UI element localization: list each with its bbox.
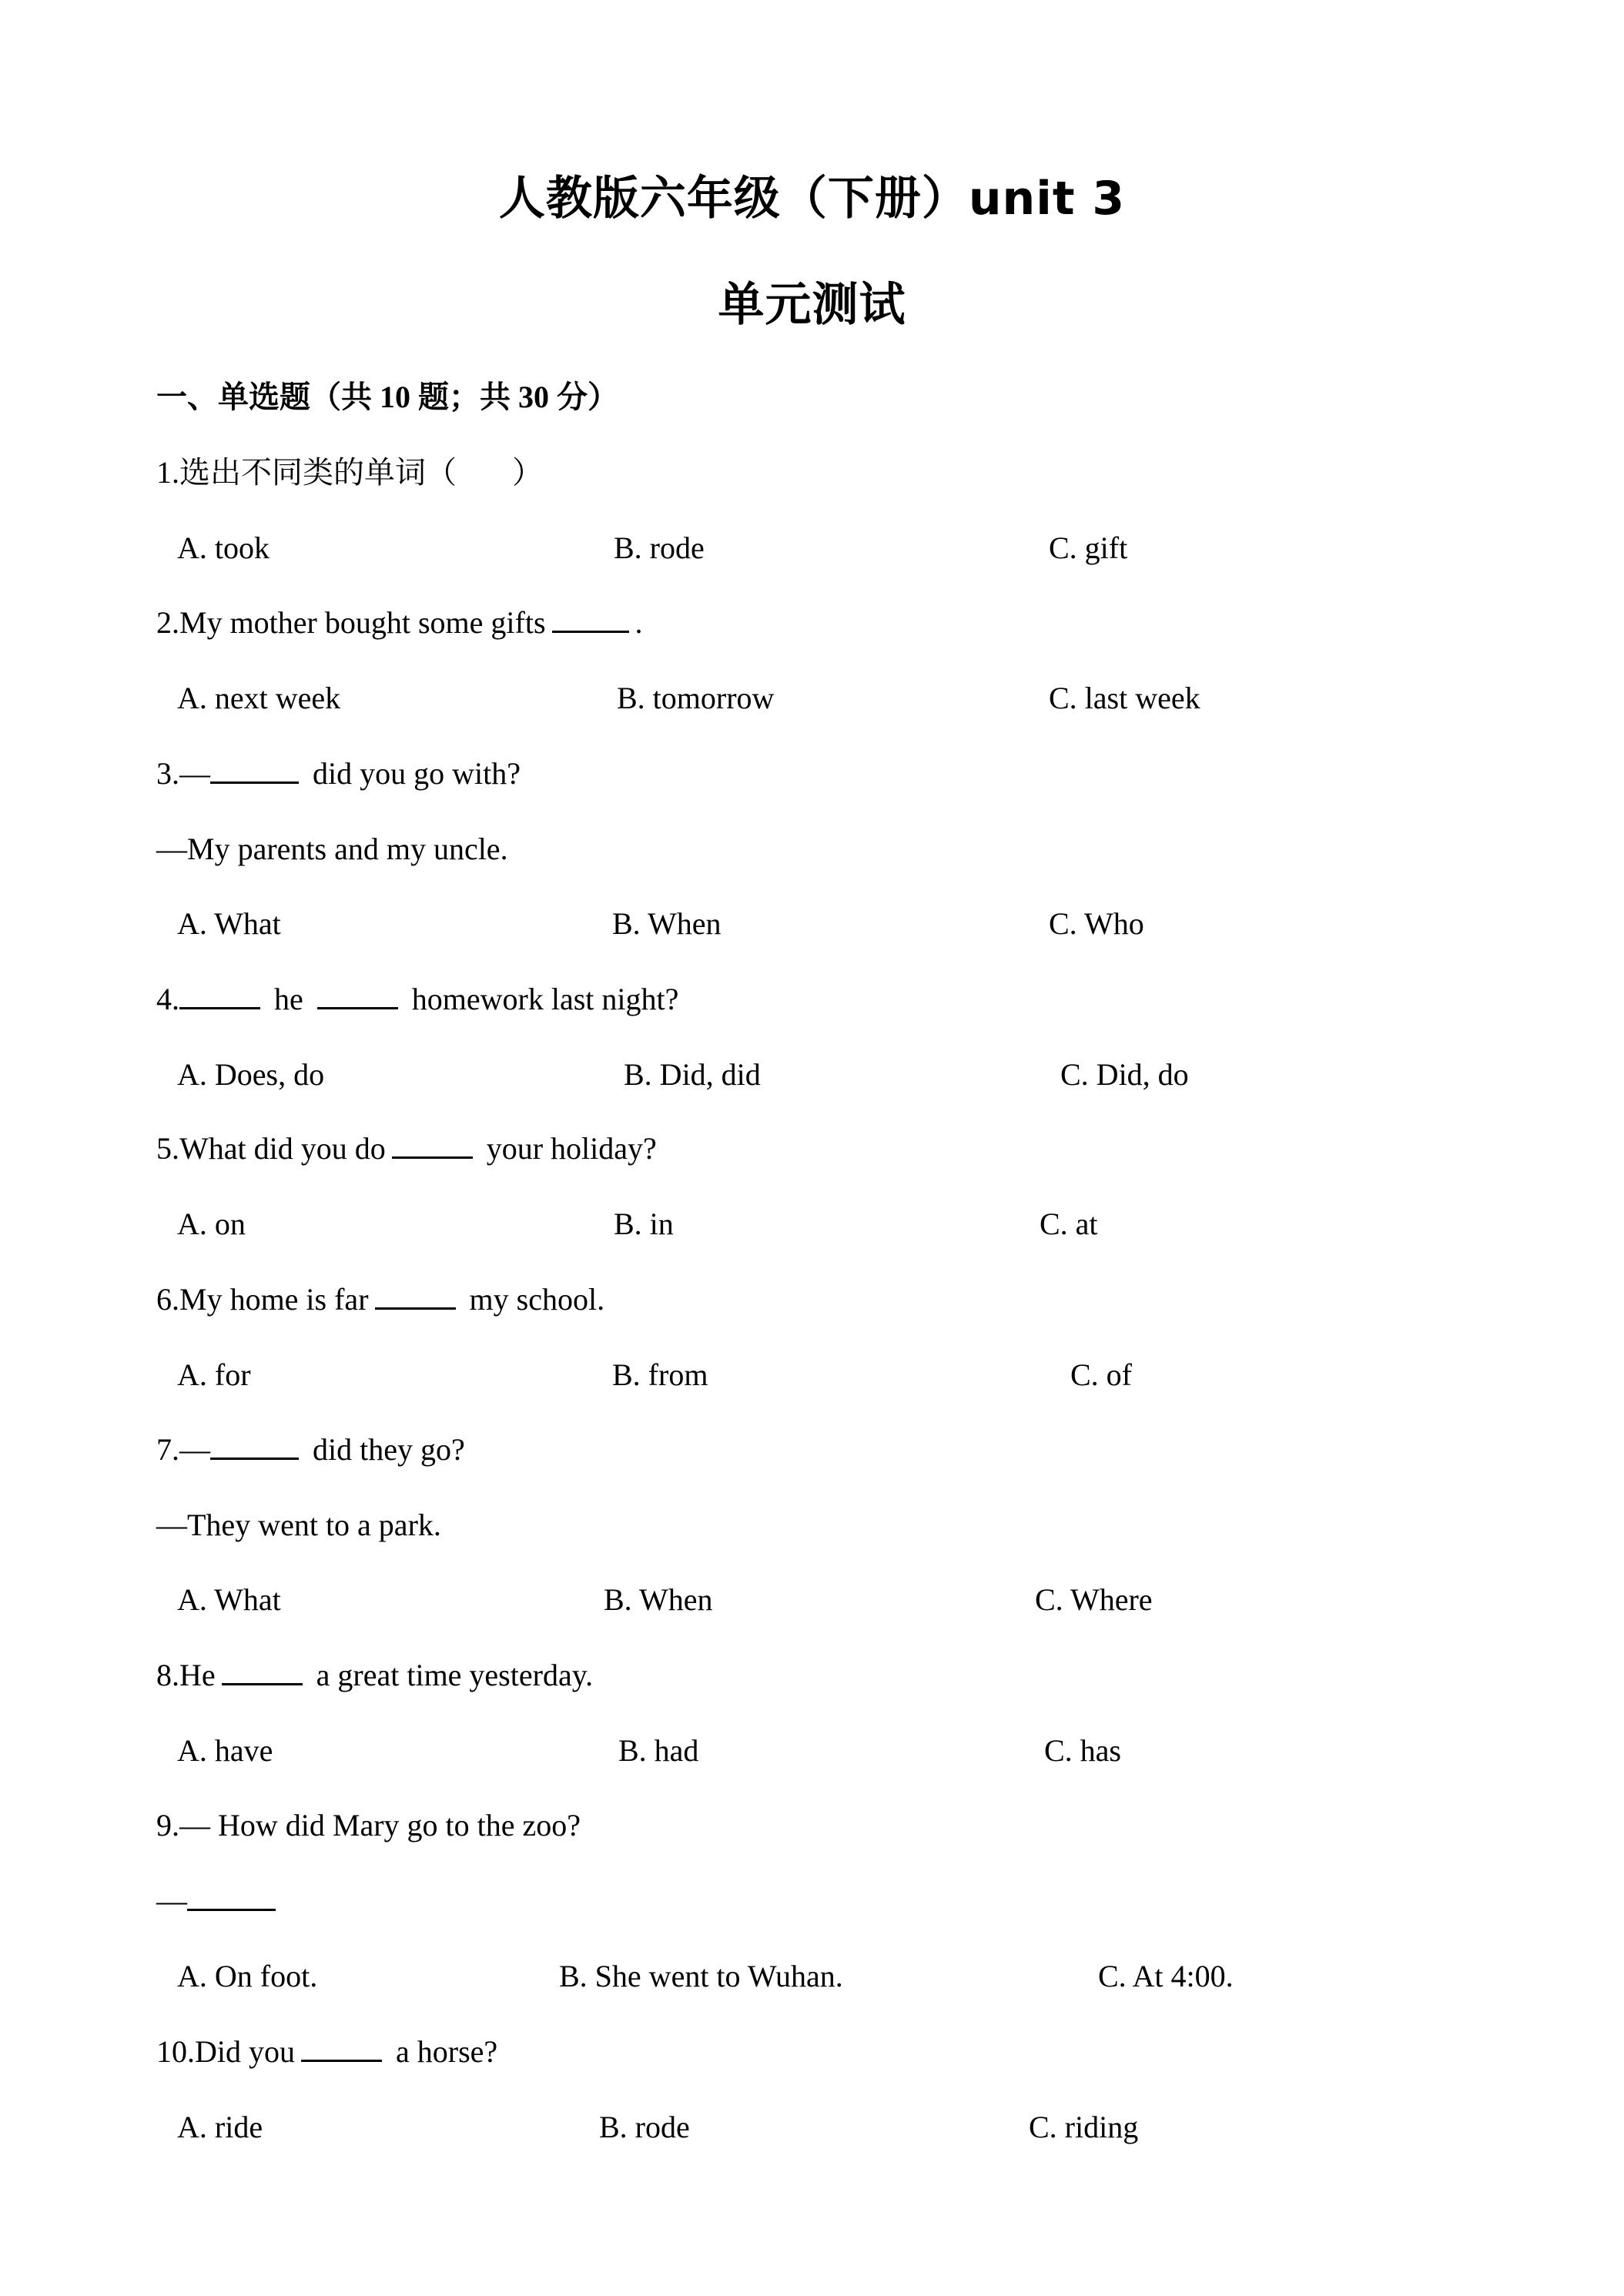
answer-blank xyxy=(317,981,398,1009)
question-text: 6.My home is far xyxy=(156,1282,369,1317)
section-heading: 一、单选题（共 10 题；共 30 分） xyxy=(156,380,618,414)
question-text-end: ） xyxy=(512,455,543,490)
question-text: 2.My mother bought some gifts xyxy=(156,605,546,640)
page-subtitle: 单元测试 xyxy=(718,278,906,332)
option-a[interactable]: A. What xyxy=(177,1582,281,1617)
question-text-middle: he xyxy=(266,982,311,1016)
answer-blank xyxy=(392,1130,473,1159)
question-text: 4. xyxy=(156,982,179,1016)
answer-blank xyxy=(210,755,299,784)
page-title: 人教版六年级（下册）unit 3 xyxy=(498,172,1126,226)
option-c[interactable]: C. At 4:00. xyxy=(1098,1959,1234,1993)
question-9: 9.— How did Mary go to the zoo? xyxy=(156,1808,581,1842)
option-b[interactable]: B. rode xyxy=(599,2110,690,2144)
option-c[interactable]: C. Where xyxy=(1035,1582,1153,1617)
option-c[interactable]: C. riding xyxy=(1029,2110,1139,2144)
option-a[interactable]: A. On foot. xyxy=(177,1959,318,1993)
option-b[interactable]: B. in xyxy=(614,1207,674,1241)
option-c[interactable]: C. Did, do xyxy=(1060,1057,1189,1092)
option-a[interactable]: A. What xyxy=(177,906,281,941)
option-b[interactable]: B. She went to Wuhan. xyxy=(559,1959,843,1993)
answer-blank xyxy=(301,2033,382,2062)
question-9-answer-line xyxy=(156,1879,282,1923)
option-b[interactable]: B. tomorrow xyxy=(617,681,775,715)
option-b[interactable]: B. When xyxy=(604,1582,713,1617)
question-3 xyxy=(156,752,521,795)
question-6 xyxy=(156,1278,604,1321)
question-text: 8.He xyxy=(156,1658,216,1692)
option-c[interactable]: C. last week xyxy=(1049,681,1200,715)
option-b[interactable]: B. Did, did xyxy=(624,1057,761,1092)
question-2 xyxy=(156,601,643,644)
question-text: 1.选出不同类的单词（ xyxy=(156,455,457,490)
question-text: 7.— xyxy=(156,1432,210,1467)
answer-blank xyxy=(210,1431,299,1460)
question-text-end: my school. xyxy=(461,1282,605,1317)
option-b[interactable]: B. from xyxy=(612,1357,708,1392)
option-a[interactable]: A. Does, do xyxy=(177,1057,325,1092)
question-text: 3.— xyxy=(156,756,210,791)
option-c[interactable]: C. of xyxy=(1070,1357,1132,1392)
option-a[interactable]: A. have xyxy=(177,1733,273,1768)
option-c[interactable]: C. Who xyxy=(1049,906,1144,941)
question-1 xyxy=(156,451,543,494)
option-a[interactable]: A. ride xyxy=(177,2110,263,2144)
question-text-end: did they go? xyxy=(305,1432,465,1467)
option-a[interactable]: A. took xyxy=(177,530,270,565)
question-text: 10.Did you xyxy=(156,2034,295,2069)
question-text-end: a great time yesterday. xyxy=(308,1658,594,1692)
question-3-answer-line: —My parents and my uncle. xyxy=(156,832,508,866)
answer-blank xyxy=(375,1281,456,1310)
question-10 xyxy=(156,2030,497,2073)
answer-blank xyxy=(179,981,260,1009)
question-text-end: your holiday? xyxy=(478,1131,657,1166)
question-text-end: did you go with? xyxy=(305,756,521,791)
question-7 xyxy=(156,1428,465,1471)
question-4 xyxy=(156,978,678,1021)
option-a[interactable]: A. next week xyxy=(177,681,341,715)
option-c[interactable]: C. has xyxy=(1044,1733,1121,1768)
answer-blank xyxy=(222,1657,303,1685)
option-b[interactable]: B. When xyxy=(612,906,722,941)
option-c[interactable]: C. gift xyxy=(1049,530,1128,565)
question-7-answer-line: —They went to a park. xyxy=(156,1508,441,1542)
option-c[interactable]: C. at xyxy=(1040,1207,1098,1241)
option-b[interactable]: B. had xyxy=(618,1733,699,1768)
option-b[interactable]: B. rode xyxy=(614,530,705,565)
answer-blank xyxy=(187,1883,276,1911)
question-8 xyxy=(156,1654,593,1697)
option-a[interactable]: A. on xyxy=(177,1207,246,1241)
option-a[interactable]: A. for xyxy=(177,1357,251,1392)
answer-dash: — xyxy=(156,1883,187,1918)
question-text-end: a horse? xyxy=(388,2034,498,2069)
question-text-end: . xyxy=(635,605,643,640)
question-text-end: homework last night? xyxy=(403,982,679,1016)
answer-blank xyxy=(552,604,629,633)
question-text: 5.What did you do xyxy=(156,1131,386,1166)
question-5 xyxy=(156,1127,657,1170)
